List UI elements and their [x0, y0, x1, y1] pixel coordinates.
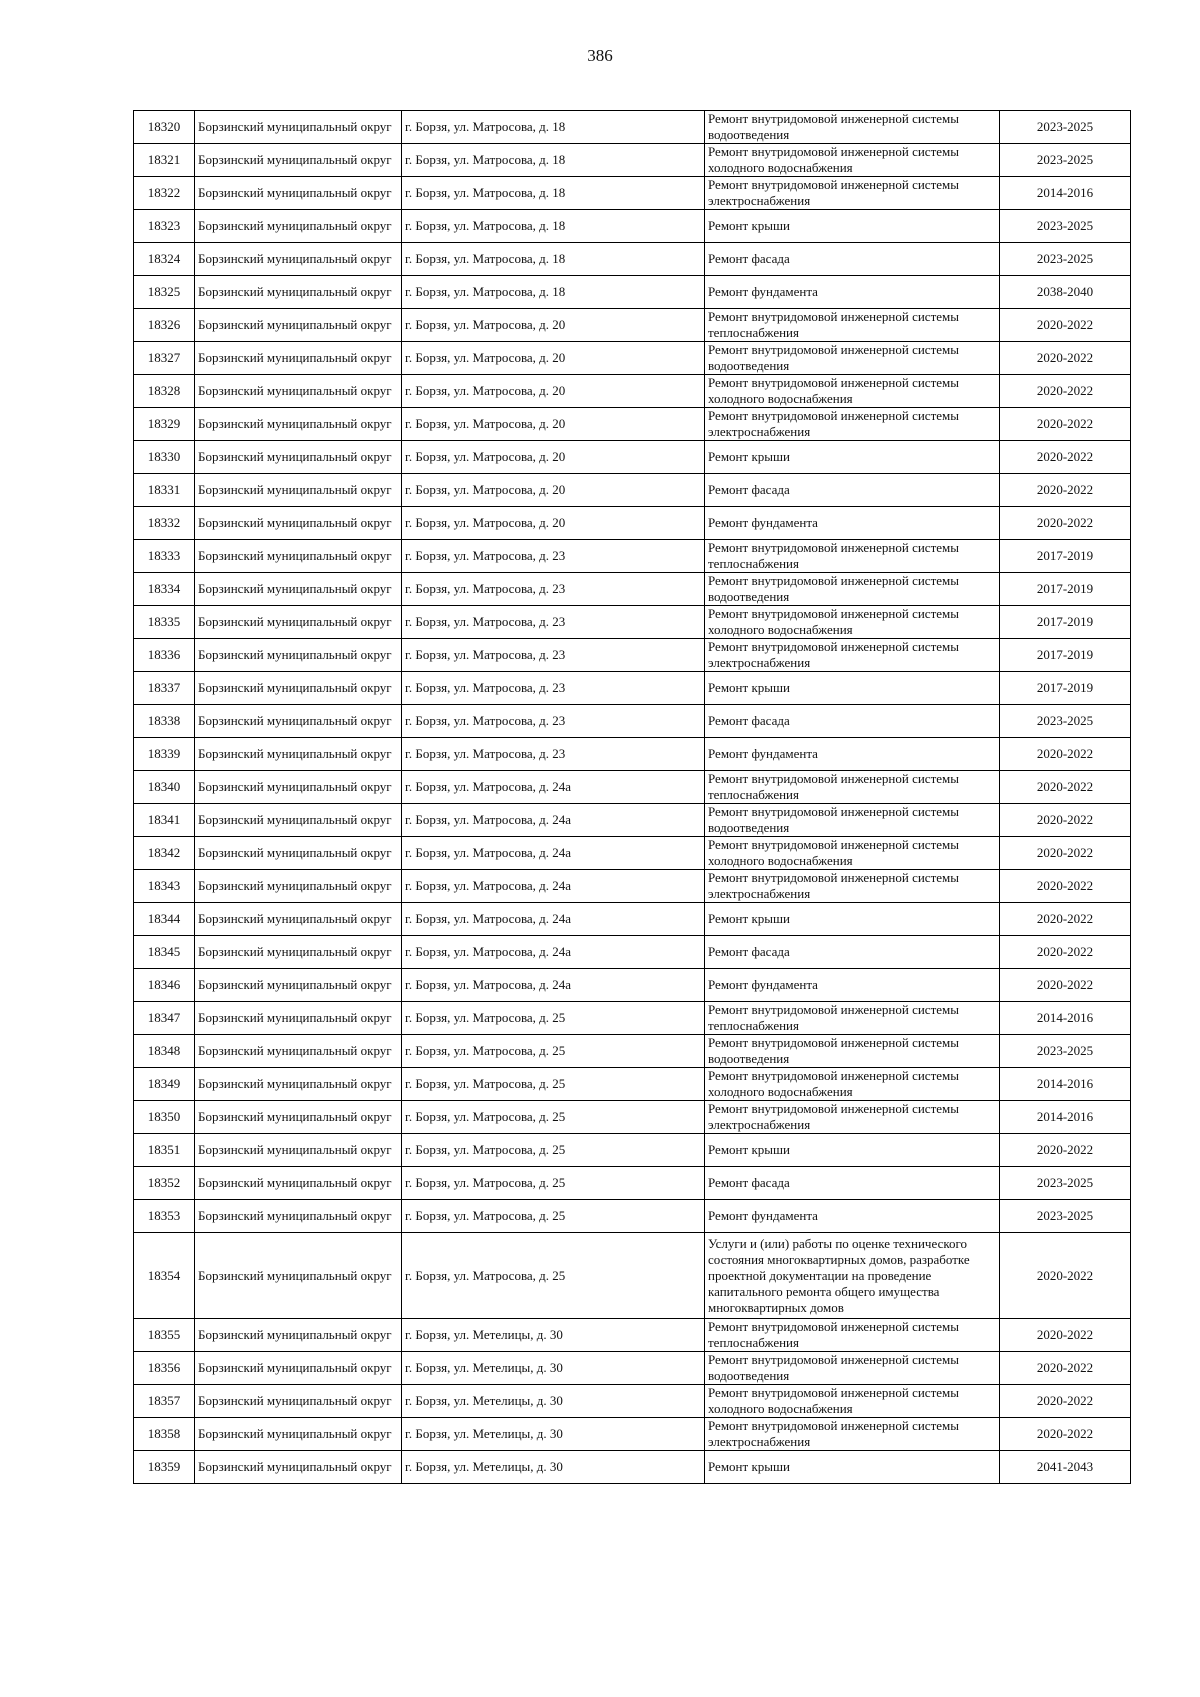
table-row: [134, 804, 1131, 837]
table-row: [134, 1101, 1131, 1134]
municipal-district: Борзинский муниципальный округ: [195, 771, 402, 804]
row-number: 18324: [134, 243, 195, 276]
work-type: Ремонт крыши: [705, 1134, 1000, 1167]
row-number: 18323: [134, 210, 195, 243]
work-type: Ремонт внутридомовой инженерной системы водоотведения: [705, 1352, 1000, 1385]
house-address: г. Борзя, ул. Метелицы, д. 30: [402, 1451, 705, 1484]
table-row: [134, 1200, 1131, 1233]
row-number: 18347: [134, 1002, 195, 1035]
table-row: [134, 540, 1131, 573]
row-number: 18334: [134, 573, 195, 606]
municipal-district: Борзинский муниципальный округ: [195, 1134, 402, 1167]
row-number: 18327: [134, 342, 195, 375]
house-address: г. Борзя, ул. Матросова, д. 24а: [402, 870, 705, 903]
table-row: [134, 1068, 1131, 1101]
municipal-district: Борзинский муниципальный округ: [195, 804, 402, 837]
planned-period: 2023-2025: [1000, 1035, 1131, 1068]
work-type: Ремонт крыши: [705, 441, 1000, 474]
planned-period: 2017-2019: [1000, 606, 1131, 639]
work-type: Ремонт внутридомовой инженерной системы электроснабжения: [705, 1418, 1000, 1451]
planned-period: 2017-2019: [1000, 540, 1131, 573]
house-address: г. Борзя, ул. Матросова, д. 20: [402, 342, 705, 375]
planned-period: 2020-2022: [1000, 441, 1131, 474]
municipal-district: Борзинский муниципальный округ: [195, 276, 402, 309]
work-type: Ремонт фасада: [705, 243, 1000, 276]
table-row: [134, 1035, 1131, 1068]
table-body: [134, 111, 1131, 1484]
planned-period: 2020-2022: [1000, 474, 1131, 507]
row-number: 18326: [134, 309, 195, 342]
work-type: Ремонт крыши: [705, 210, 1000, 243]
house-address: г. Борзя, ул. Метелицы, д. 30: [402, 1352, 705, 1385]
table-row: [134, 1418, 1131, 1451]
municipal-district: Борзинский муниципальный округ: [195, 144, 402, 177]
municipal-district: Борзинский муниципальный округ: [195, 1101, 402, 1134]
table-row: [134, 573, 1131, 606]
house-address: г. Борзя, ул. Матросова, д. 25: [402, 1035, 705, 1068]
row-number: 18331: [134, 474, 195, 507]
house-address: г. Борзя, ул. Матросова, д. 18: [402, 144, 705, 177]
work-type: Ремонт фундамента: [705, 969, 1000, 1002]
planned-period: 2020-2022: [1000, 1385, 1131, 1418]
municipal-district: Борзинский муниципальный округ: [195, 837, 402, 870]
table-row: [134, 1319, 1131, 1352]
repair-schedule-table: [133, 110, 1131, 1484]
work-type: Ремонт внутридомовой инженерной системы теплоснабжения: [705, 1319, 1000, 1352]
planned-period: 2020-2022: [1000, 903, 1131, 936]
planned-period: 2017-2019: [1000, 639, 1131, 672]
planned-period: 2020-2022: [1000, 1233, 1131, 1319]
work-type: Ремонт фундамента: [705, 507, 1000, 540]
work-type: Ремонт внутридомовой инженерной системы холодного водоснабжения: [705, 1385, 1000, 1418]
table-row: [134, 969, 1131, 1002]
work-type: Ремонт внутридомовой инженерной системы теплоснабжения: [705, 771, 1000, 804]
house-address: г. Борзя, ул. Матросова, д. 24а: [402, 936, 705, 969]
planned-period: 2020-2022: [1000, 771, 1131, 804]
row-number: 18325: [134, 276, 195, 309]
work-type: Ремонт фасада: [705, 705, 1000, 738]
table-row: [134, 1233, 1131, 1319]
house-address: г. Борзя, ул. Матросова, д. 23: [402, 606, 705, 639]
table-row: [134, 606, 1131, 639]
planned-period: 2014-2016: [1000, 1101, 1131, 1134]
house-address: г. Борзя, ул. Матросова, д. 24а: [402, 804, 705, 837]
planned-period: 2020-2022: [1000, 936, 1131, 969]
row-number: 18335: [134, 606, 195, 639]
municipal-district: Борзинский муниципальный округ: [195, 111, 402, 144]
house-address: г. Борзя, ул. Матросова, д. 23: [402, 573, 705, 606]
municipal-district: Борзинский муниципальный округ: [195, 1035, 402, 1068]
table-row: [134, 276, 1131, 309]
table-row: [134, 177, 1131, 210]
work-type: Ремонт фасада: [705, 936, 1000, 969]
planned-period: 2020-2022: [1000, 1418, 1131, 1451]
work-type: Ремонт крыши: [705, 1451, 1000, 1484]
planned-period: 2020-2022: [1000, 738, 1131, 771]
work-type: Ремонт внутридомовой инженерной системы водоотведения: [705, 342, 1000, 375]
table-row: [134, 870, 1131, 903]
table-row: [134, 639, 1131, 672]
table-row: [134, 111, 1131, 144]
municipal-district: Борзинский муниципальный округ: [195, 309, 402, 342]
municipal-district: Борзинский муниципальный округ: [195, 1451, 402, 1484]
row-number: 18358: [134, 1418, 195, 1451]
work-type: Ремонт внутридомовой инженерной системы электроснабжения: [705, 870, 1000, 903]
house-address: г. Борзя, ул. Матросова, д. 25: [402, 1134, 705, 1167]
planned-period: 2020-2022: [1000, 1319, 1131, 1352]
house-address: г. Борзя, ул. Матросова, д. 24а: [402, 837, 705, 870]
planned-period: 2020-2022: [1000, 804, 1131, 837]
table-row: [134, 243, 1131, 276]
work-type: Ремонт внутридомовой инженерной системы теплоснабжения: [705, 309, 1000, 342]
table-row: [134, 738, 1131, 771]
house-address: г. Борзя, ул. Матросова, д. 18: [402, 210, 705, 243]
row-number: 18341: [134, 804, 195, 837]
table-row: [134, 771, 1131, 804]
house-address: г. Борзя, ул. Матросова, д. 25: [402, 1101, 705, 1134]
table-row: [134, 1352, 1131, 1385]
table-row: [134, 1134, 1131, 1167]
work-type: Ремонт внутридомовой инженерной системы теплоснабжения: [705, 1002, 1000, 1035]
work-type: Ремонт внутридомовой инженерной системы электроснабжения: [705, 408, 1000, 441]
row-number: 18340: [134, 771, 195, 804]
table-row: [134, 210, 1131, 243]
planned-period: 2020-2022: [1000, 408, 1131, 441]
planned-period: 2020-2022: [1000, 1134, 1131, 1167]
table-row: [134, 309, 1131, 342]
municipal-district: Борзинский муниципальный округ: [195, 1167, 402, 1200]
work-type: Ремонт фасада: [705, 1167, 1000, 1200]
municipal-district: Борзинский муниципальный округ: [195, 210, 402, 243]
work-type: Ремонт внутридомовой инженерной системы холодного водоснабжения: [705, 837, 1000, 870]
house-address: г. Борзя, ул. Метелицы, д. 30: [402, 1319, 705, 1352]
work-type: Ремонт фасада: [705, 474, 1000, 507]
work-type: Ремонт внутридомовой инженерной системы холодного водоснабжения: [705, 375, 1000, 408]
house-address: г. Борзя, ул. Матросова, д. 23: [402, 540, 705, 573]
municipal-district: Борзинский муниципальный округ: [195, 738, 402, 771]
row-number: 18353: [134, 1200, 195, 1233]
work-type: Ремонт внутридомовой инженерной системы холодного водоснабжения: [705, 1068, 1000, 1101]
work-type: Ремонт внутридомовой инженерной системы холодного водоснабжения: [705, 606, 1000, 639]
municipal-district: Борзинский муниципальный округ: [195, 969, 402, 1002]
municipal-district: Борзинский муниципальный округ: [195, 1002, 402, 1035]
municipal-district: Борзинский муниципальный округ: [195, 1233, 402, 1319]
planned-period: 2023-2025: [1000, 243, 1131, 276]
municipal-district: Борзинский муниципальный округ: [195, 1385, 402, 1418]
table-row: [134, 144, 1131, 177]
work-type: Ремонт внутридомовой инженерной системы электроснабжения: [705, 177, 1000, 210]
house-address: г. Борзя, ул. Матросова, д. 20: [402, 309, 705, 342]
municipal-district: Борзинский муниципальный округ: [195, 1319, 402, 1352]
table-row: [134, 342, 1131, 375]
municipal-district: Борзинский муниципальный округ: [195, 705, 402, 738]
work-type: Ремонт внутридомовой инженерной системы водоотведения: [705, 1035, 1000, 1068]
municipal-district: Борзинский муниципальный округ: [195, 606, 402, 639]
house-address: г. Борзя, ул. Матросова, д. 23: [402, 705, 705, 738]
work-type: Ремонт фундамента: [705, 276, 1000, 309]
planned-period: 2023-2025: [1000, 144, 1131, 177]
planned-period: 2017-2019: [1000, 573, 1131, 606]
row-number: 18333: [134, 540, 195, 573]
planned-period: 2020-2022: [1000, 309, 1131, 342]
planned-period: 2023-2025: [1000, 210, 1131, 243]
row-number: 18343: [134, 870, 195, 903]
row-number: 18329: [134, 408, 195, 441]
house-address: г. Борзя, ул. Матросова, д. 25: [402, 1233, 705, 1319]
row-number: 18320: [134, 111, 195, 144]
work-type: Ремонт крыши: [705, 672, 1000, 705]
row-number: 18355: [134, 1319, 195, 1352]
table-row: [134, 1167, 1131, 1200]
planned-period: 2023-2025: [1000, 1200, 1131, 1233]
municipal-district: Борзинский муниципальный округ: [195, 474, 402, 507]
row-number: 18359: [134, 1451, 195, 1484]
house-address: г. Борзя, ул. Матросова, д. 25: [402, 1068, 705, 1101]
municipal-district: Борзинский муниципальный округ: [195, 936, 402, 969]
row-number: 18354: [134, 1233, 195, 1319]
municipal-district: Борзинский муниципальный округ: [195, 870, 402, 903]
planned-period: 2014-2016: [1000, 1002, 1131, 1035]
table-row: [134, 474, 1131, 507]
work-type: Ремонт внутридомовой инженерной системы электроснабжения: [705, 639, 1000, 672]
row-number: 18337: [134, 672, 195, 705]
table-row: [134, 408, 1131, 441]
house-address: г. Борзя, ул. Матросова, д. 24а: [402, 969, 705, 1002]
municipal-district: Борзинский муниципальный округ: [195, 540, 402, 573]
row-number: 18342: [134, 837, 195, 870]
row-number: 18346: [134, 969, 195, 1002]
planned-period: 2020-2022: [1000, 507, 1131, 540]
table-row: [134, 507, 1131, 540]
table-row: [134, 1385, 1131, 1418]
municipal-district: Борзинский муниципальный округ: [195, 903, 402, 936]
planned-period: 2020-2022: [1000, 837, 1131, 870]
house-address: г. Борзя, ул. Матросова, д. 20: [402, 474, 705, 507]
row-number: 18332: [134, 507, 195, 540]
row-number: 18344: [134, 903, 195, 936]
table-row: [134, 441, 1131, 474]
house-address: г. Борзя, ул. Метелицы, д. 30: [402, 1385, 705, 1418]
planned-period: 2014-2016: [1000, 177, 1131, 210]
house-address: г. Борзя, ул. Матросова, д. 23: [402, 738, 705, 771]
planned-period: 2020-2022: [1000, 1352, 1131, 1385]
row-number: 18357: [134, 1385, 195, 1418]
table-row: [134, 672, 1131, 705]
row-number: 18322: [134, 177, 195, 210]
house-address: г. Борзя, ул. Матросова, д. 25: [402, 1002, 705, 1035]
work-type: Ремонт фундамента: [705, 738, 1000, 771]
work-type: Ремонт крыши: [705, 903, 1000, 936]
house-address: г. Борзя, ул. Матросова, д. 24а: [402, 771, 705, 804]
planned-period: 2020-2022: [1000, 375, 1131, 408]
row-number: 18336: [134, 639, 195, 672]
house-address: г. Борзя, ул. Матросова, д. 20: [402, 408, 705, 441]
table-row: [134, 837, 1131, 870]
municipal-district: Борзинский муниципальный округ: [195, 177, 402, 210]
planned-period: 2020-2022: [1000, 870, 1131, 903]
planned-period: 2023-2025: [1000, 705, 1131, 738]
work-type: Ремонт внутридомовой инженерной системы теплоснабжения: [705, 540, 1000, 573]
planned-period: 2041-2043: [1000, 1451, 1131, 1484]
municipal-district: Борзинский муниципальный округ: [195, 441, 402, 474]
municipal-district: Борзинский муниципальный округ: [195, 1418, 402, 1451]
house-address: г. Борзя, ул. Метелицы, д. 30: [402, 1418, 705, 1451]
row-number: 18345: [134, 936, 195, 969]
municipal-district: Борзинский муниципальный округ: [195, 375, 402, 408]
planned-period: 2020-2022: [1000, 342, 1131, 375]
municipal-district: Борзинский муниципальный округ: [195, 507, 402, 540]
row-number: 18330: [134, 441, 195, 474]
municipal-district: Борзинский муниципальный округ: [195, 408, 402, 441]
table-row: [134, 936, 1131, 969]
municipal-district: Борзинский муниципальный округ: [195, 573, 402, 606]
house-address: г. Борзя, ул. Матросова, д. 20: [402, 375, 705, 408]
planned-period: 2014-2016: [1000, 1068, 1131, 1101]
work-type: Ремонт внутридомовой инженерной системы холодного водоснабжения: [705, 144, 1000, 177]
municipal-district: Борзинский муниципальный округ: [195, 1068, 402, 1101]
table-row: [134, 1002, 1131, 1035]
row-number: 18339: [134, 738, 195, 771]
municipal-district: Борзинский муниципальный округ: [195, 1200, 402, 1233]
work-type: Ремонт внутридомовой инженерной системы электроснабжения: [705, 1101, 1000, 1134]
municipal-district: Борзинский муниципальный округ: [195, 639, 402, 672]
row-number: 18352: [134, 1167, 195, 1200]
work-type: Ремонт внутридомовой инженерной системы водоотведения: [705, 804, 1000, 837]
work-type: Ремонт внутридомовой инженерной системы водоотведения: [705, 573, 1000, 606]
house-address: г. Борзя, ул. Матросова, д. 20: [402, 507, 705, 540]
house-address: г. Борзя, ул. Матросова, д. 20: [402, 441, 705, 474]
house-address: г. Борзя, ул. Матросова, д. 18: [402, 111, 705, 144]
planned-period: 2023-2025: [1000, 1167, 1131, 1200]
table-row: [134, 1451, 1131, 1484]
row-number: 18348: [134, 1035, 195, 1068]
row-number: 18338: [134, 705, 195, 738]
house-address: г. Борзя, ул. Матросова, д. 25: [402, 1200, 705, 1233]
row-number: 18351: [134, 1134, 195, 1167]
municipal-district: Борзинский муниципальный округ: [195, 1352, 402, 1385]
planned-period: 2020-2022: [1000, 969, 1131, 1002]
table-row: [134, 375, 1131, 408]
page-number: 386: [587, 46, 613, 65]
house-address: г. Борзя, ул. Матросова, д. 24а: [402, 903, 705, 936]
row-number: 18321: [134, 144, 195, 177]
row-number: 18349: [134, 1068, 195, 1101]
house-address: г. Борзя, ул. Матросова, д. 23: [402, 672, 705, 705]
planned-period: 2038-2040: [1000, 276, 1131, 309]
table-row: [134, 903, 1131, 936]
row-number: 18356: [134, 1352, 195, 1385]
row-number: 18328: [134, 375, 195, 408]
table-row: [134, 705, 1131, 738]
work-type: Услуги и (или) работы по оценке технического состояния многоквартирных домов, разработке проектной документации на проведение капитального ремонта общего имущества многоквартирных домов: [705, 1233, 1000, 1319]
row-number: 18350: [134, 1101, 195, 1134]
work-type: Ремонт фундамента: [705, 1200, 1000, 1233]
planned-period: 2023-2025: [1000, 111, 1131, 144]
house-address: г. Борзя, ул. Матросова, д. 25: [402, 1167, 705, 1200]
planned-period: 2017-2019: [1000, 672, 1131, 705]
house-address: г. Борзя, ул. Матросова, д. 18: [402, 177, 705, 210]
house-address: г. Борзя, ул. Матросова, д. 18: [402, 243, 705, 276]
house-address: г. Борзя, ул. Матросова, д. 23: [402, 639, 705, 672]
work-type: Ремонт внутридомовой инженерной системы водоотведения: [705, 111, 1000, 144]
house-address: г. Борзя, ул. Матросова, д. 18: [402, 276, 705, 309]
municipal-district: Борзинский муниципальный округ: [195, 243, 402, 276]
municipal-district: Борзинский муниципальный округ: [195, 672, 402, 705]
municipal-district: Борзинский муниципальный округ: [195, 342, 402, 375]
